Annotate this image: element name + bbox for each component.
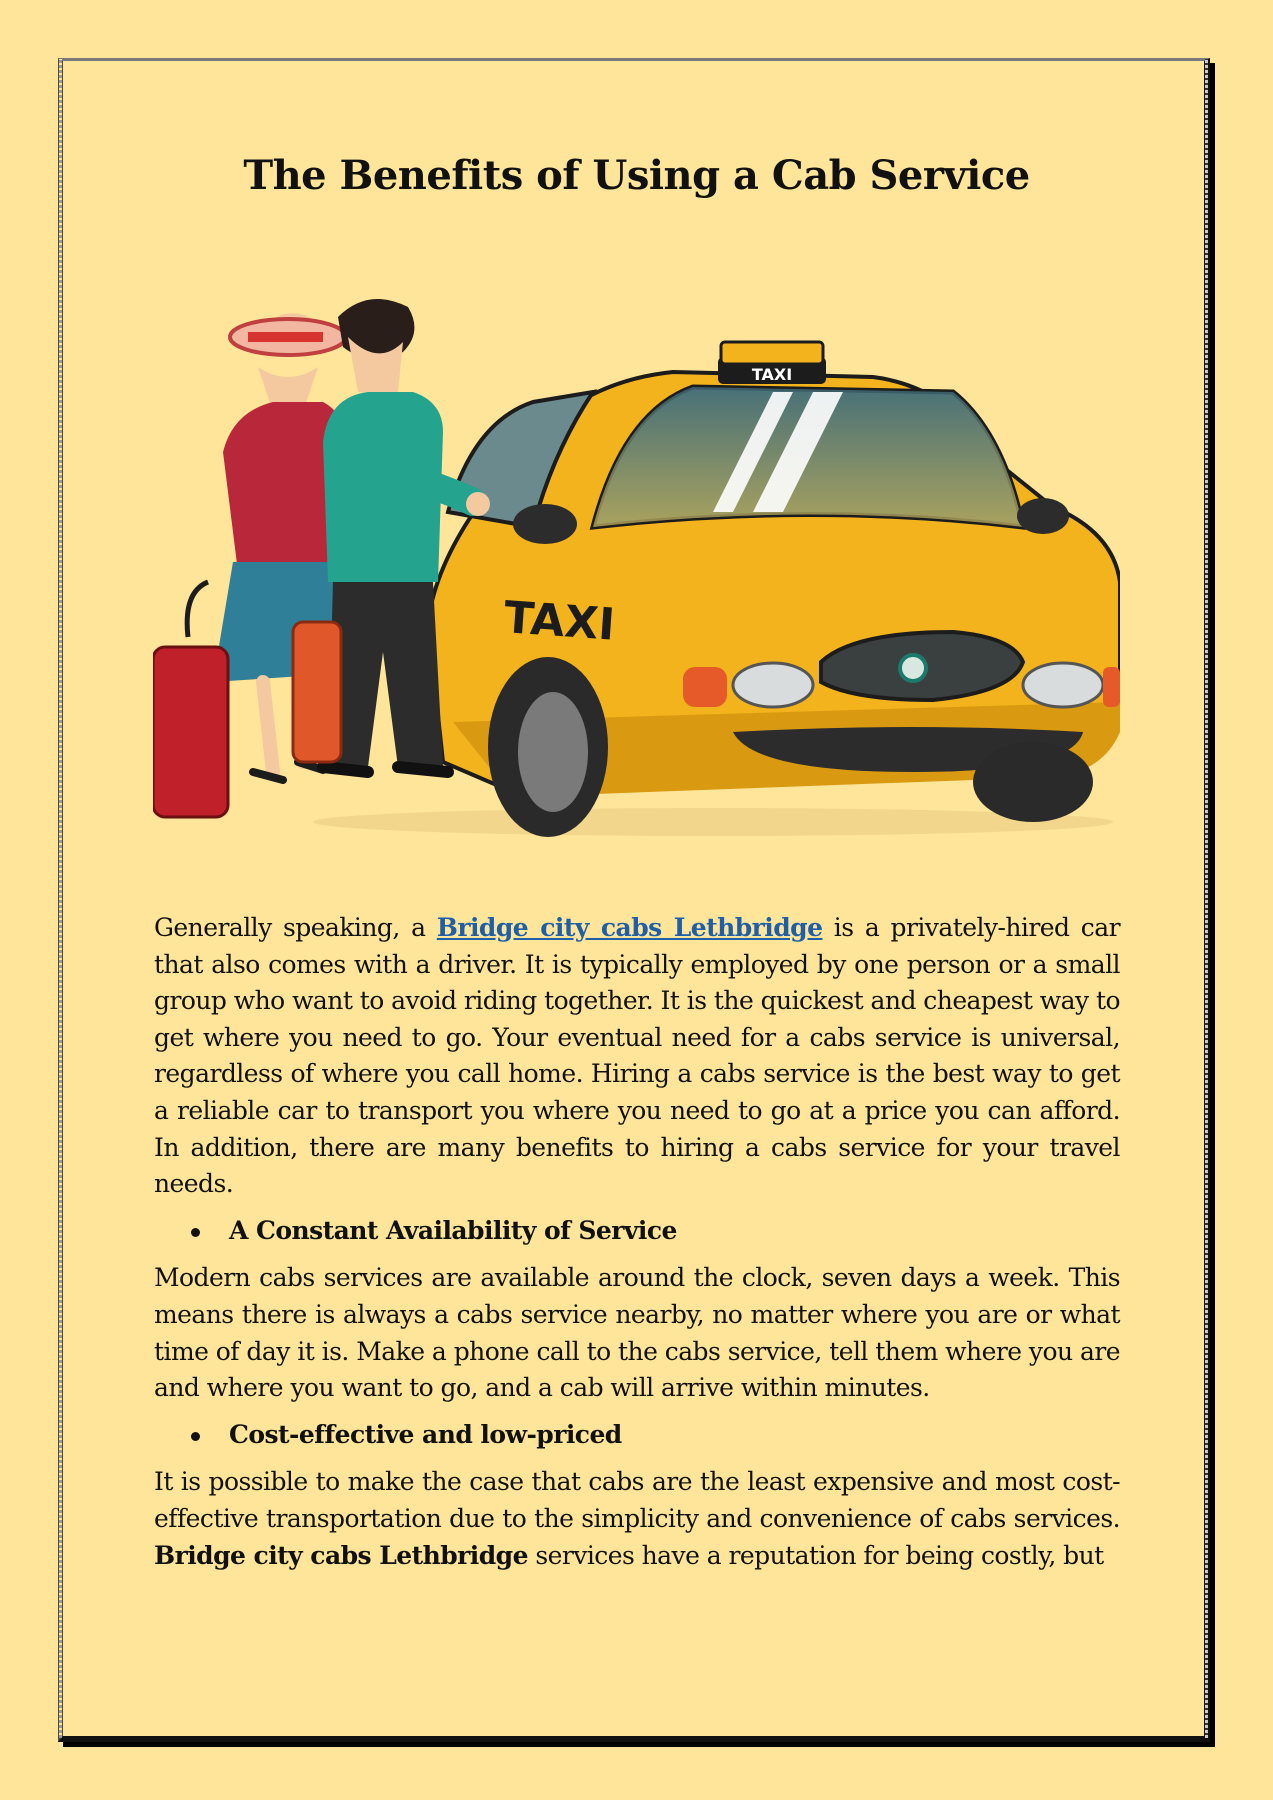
article-body: [154, 910, 1120, 1574]
taxi-sign-label: TAXI: [751, 365, 793, 384]
taxi-illustration-icon: [153, 292, 1120, 842]
section1-paragraph: Modern cabs services are available around the clock, seven days a week. This means there is always a cabs service nearby, no matter where you are or what time of day it is. Make a phone call to the cabs service, tell them where you are and where you want to go, and a cab will arrive within minutes.: [154, 1263, 1120, 1403]
section1-heading: A Constant Availability of Service: [191, 1213, 1120, 1250]
intro-text-after-link: is a privately-hired car that also comes with a driver. It is typically employed by one person or a small group who want to avoid riding together. It is the quickest and cheapest way to get where you need to go. Your eventual need for a cabs service is universal, regardless of where you call home. Hiring a cabs service is the best way to get a reliable car to transport you where you need to go at a price you can afford. In addition, there are many benefits to hiring a cabs service for your travel needs.: [154, 913, 1121, 1199]
section2-heading: Cost-effective and low-priced: [191, 1417, 1120, 1454]
section1-heading-list: [154, 1213, 1120, 1250]
bridge-city-cabs-link[interactable]: Bridge city cabs Lethbridge: [436, 913, 823, 942]
section2-heading-list: [154, 1417, 1120, 1454]
section2-bold-brand: Bridge city cabs Lethbridge: [154, 1540, 528, 1570]
intro-paragraph: [154, 910, 1120, 1203]
intro-text-before-link: Generally speaking, a: [154, 913, 437, 942]
section2-paragraph: [154, 1464, 1120, 1574]
page-title: The Benefits of Using a Cab Service: [243, 152, 1030, 199]
taxi-door-label: TAXI: [502, 592, 617, 651]
section2-text-start: It is possible to make the case that cabs are the least expensive and most cost-effective transportation due to the simplicity and convenience of cabs services.: [154, 1467, 1120, 1533]
section2-text-end: services have a reputation for being costly, but: [527, 1540, 1104, 1570]
